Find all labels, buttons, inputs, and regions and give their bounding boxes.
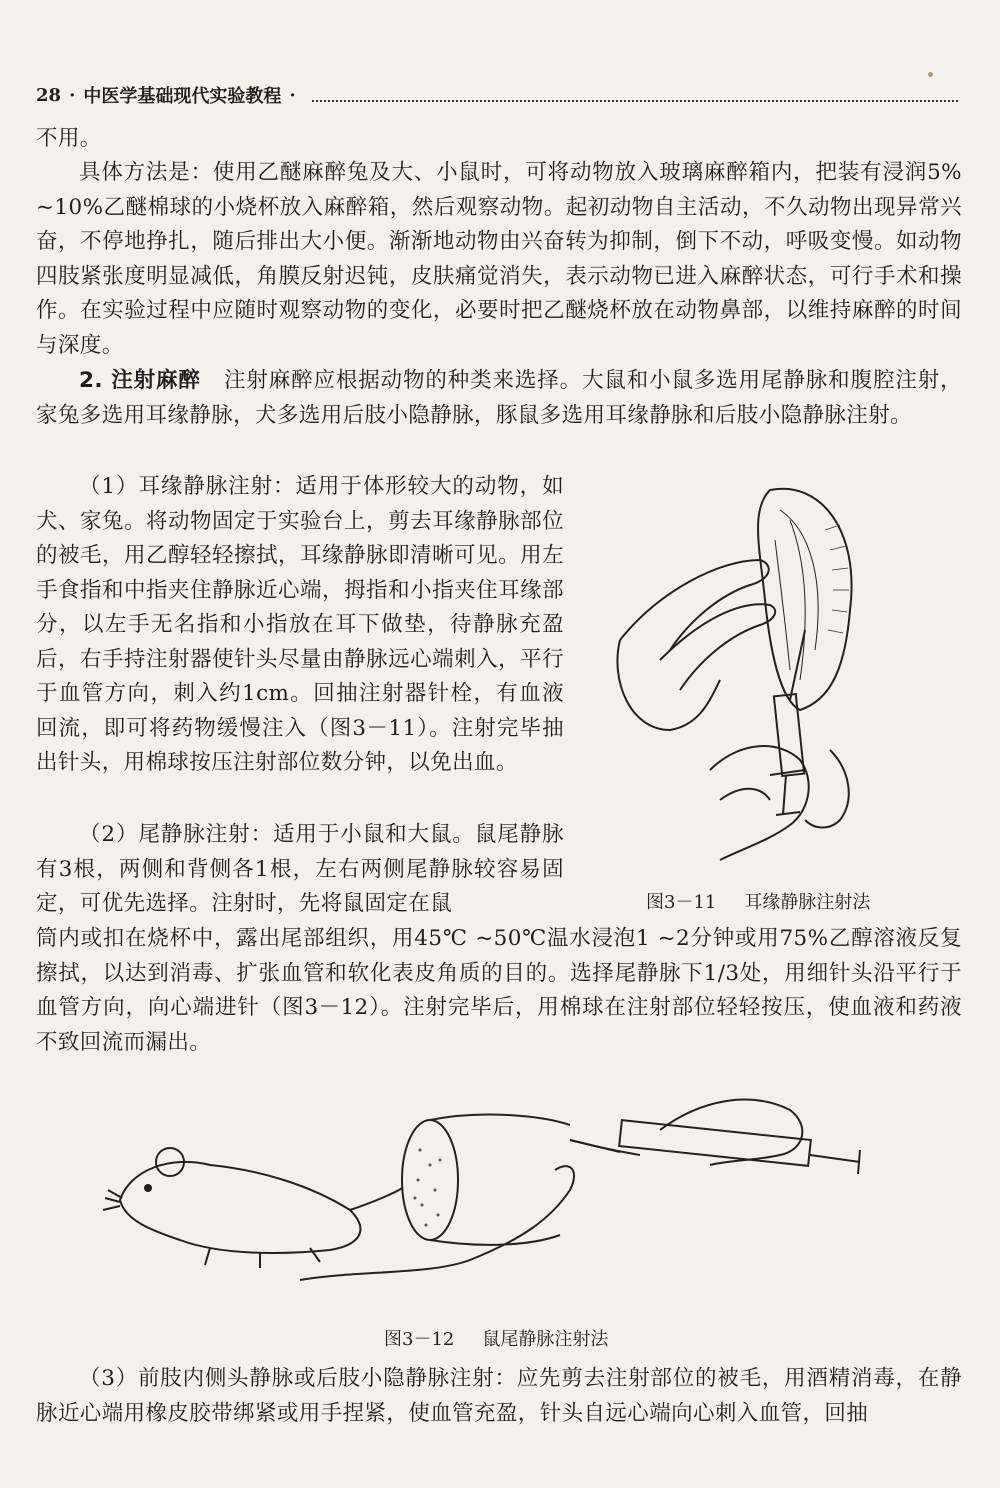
- page-number: 28: [36, 84, 62, 106]
- section-text: 注射麻醉应根据动物的种类来选择。大鼠和小鼠多选用尾静脉和腹腔注射，家兔多选用耳缘静脉，犬多选用后肢小隐静脉，豚鼠多选用耳缘静脉和后肢小隐静脉注射。: [36, 368, 962, 428]
- paragraph-ear-vein-injection: （1）耳缘静脉注射：适用于体形较大的动物，如犬、家兔。将动物固定于实验台上，剪去耳缘静脉部位的被毛，用乙醇轻轻擦拭，耳缘静脉即清晰可见。用左手食指和中指夹住静脉近心端，拇指和小指夹住耳缘部分，以左手无名指和小指放在耳下做垫，待静脉充盈后，右手持注射器使针头尽量由静脉远心端刺入，平行于血管方向，刺入约1cm。回抽注射器针栓，有血液回流，即可将药物缓慢注入（图3－11）。注射完毕抽出针头，用棉球按压注射部位数分钟，以免出血。: [36, 474, 564, 775]
- restrainer-end: [402, 1120, 458, 1240]
- syringe-needle: [790, 630, 805, 700]
- figure-3-12-caption: [384, 1325, 608, 1351]
- syringe-needle: [570, 1140, 620, 1152]
- header-dot-leader: [312, 88, 958, 102]
- header-separator: ·: [69, 84, 76, 106]
- page-header: [36, 80, 958, 110]
- figure-3-11-caption: [646, 888, 870, 914]
- paper-speck: [928, 72, 933, 77]
- restrainer-tube: [430, 1115, 570, 1245]
- section-injection-anesthesia: [36, 364, 962, 433]
- figure-tail-vein-illustration: [100, 1070, 900, 1310]
- book-title: 中医学基础现代实验教程: [83, 86, 282, 107]
- section-heading: 2. 注射麻醉: [79, 368, 201, 393]
- figure-ear-vein-illustration: [600, 470, 900, 870]
- paragraph-ether-method: 具体方法是：使用乙醚麻醉兔及大、小鼠时，可将动物放入玻璃麻醉箱内，把装有浸润5% ~10%乙醚棉球的小烧杯放入麻醉箱，然后观察动物。起初动物自主活动，不久动物出现异常兴奋，不停地挣扎，随后排出大小便。渐渐地动物由兴奋转为抑制，倒下不动，呼吸变慢。如动物四肢紧张度明显减低，角膜反射迟钝，皮肤痛觉消失，表示动物已进入麻醉状态，可行手术和操作。在实验过程中应随时观察动物的变化，必要时把乙醚烧杯放在动物鼻部，以维持麻醉的时间与深度。: [36, 160, 962, 358]
- figure-3-12-title: 鼠尾静脉注射法: [482, 1329, 609, 1350]
- figure-3-11-number: 图3－11: [646, 892, 717, 913]
- syringe-barrel: [774, 694, 804, 776]
- paragraph-intro: 不用。: [36, 126, 102, 151]
- paragraph-tail-vein-injection-part1: （2）尾静脉注射：适用于小鼠和大鼠。鼠尾静脉有3根，两侧和背侧各1根，左右两侧尾静脉较容易固定，可优先选择。注射时，先将鼠固定在鼠: [36, 822, 564, 916]
- paragraph-limb-vein-injection: （3）前肢内侧头静脉或后肢小隐静脉注射：应先剪去注射部位的被毛，用酒精消毒，在静脉近心端用橡皮胶带绑紧或用手捏紧，使血管充盈，针头自远心端向心刺入血管，回抽: [36, 1366, 962, 1426]
- paragraph-tail-vein-injection-part2: 筒内或扣在烧杯中，露出尾部组织，用45℃ ~50℃温水浸泡1 ~2分钟或用75%乙醇溶液反复擦拭，以达到消毒、扩张血管和软化表皮角质的目的。选择尾静脉下1/3处，用细针头沿平行于血管方向，向心端进针（图3－12）。注射完毕后，用棉球在注射部位轻轻按压，使血液和药液不致回流而漏出。: [36, 926, 962, 1055]
- right-hand-outline: [710, 746, 809, 860]
- figure-3-12-number: 图3－12: [384, 1329, 455, 1350]
- mouse-eye: [145, 1185, 151, 1191]
- figure-3-11-title: 耳缘静脉注射法: [744, 892, 871, 913]
- syringe-barrel: [619, 1120, 811, 1166]
- header-separator: ·: [289, 84, 296, 106]
- mouse-body: [120, 1162, 360, 1253]
- left-hand-outline: [300, 1166, 574, 1280]
